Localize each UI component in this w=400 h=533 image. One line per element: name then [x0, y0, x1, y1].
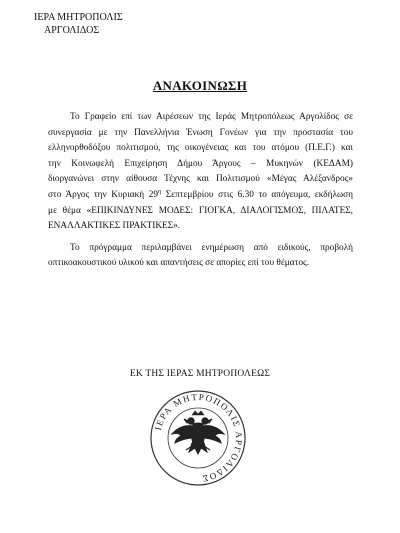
- paragraph-2-line-2: οπτικοακουστικού υλικού και απαντήσεις σε απορίες επί του θέματος.: [48, 258, 309, 269]
- document-title: ΑΝΑΚΟΙΝΩΣΗ: [152, 78, 248, 93]
- paragraph-1-line-6: [48, 188, 353, 204]
- paragraph-1-line-8: ΕΝΑΛΛΑΚΤΙΚΕΣ ΠΡΑΚΤΙΚΕΣ».: [48, 221, 181, 232]
- date-ordinal-suffix: η: [158, 188, 162, 195]
- letterhead-line-2: ΑΡΓΟΛΙΔΟΣ: [44, 25, 100, 36]
- signature-label: ΕΚ ΤΗΣ ΙΕΡΑΣ ΜΗΤΡΟΠΟΛΕΩΣ: [129, 369, 271, 379]
- paragraph-1-line-5: διοργανώνει στην αίθουσα Τέχνης και Πολιτισμού «Μέγας Αλέξανδρος»: [48, 174, 353, 185]
- document-body: [48, 110, 353, 272]
- double-headed-eagle-icon: [172, 411, 224, 454]
- paragraph-1-line-7: με θέμα «ΕΠΙΚΙΝΔΥΝΕΣ ΜΟΔΕΣ: ΓΙΟΓΚΑ, ΔΙΑΛΟΓΙΣΜΟΣ, ΠΙΛΑΤΕΣ,: [48, 205, 353, 216]
- paragraph-2-line-1: Το πρόγραμμα περιλαμβάνει ενημέρωση από ειδικούς, προβολή: [70, 242, 353, 253]
- paragraph-1-line-2: συνεργασία με την Πανελλήνια Ένωση Γονέων για την προστασία του: [48, 127, 353, 138]
- paragraph-1-line-1: Το Γραφείο επί των Αιρέσεων της Ιεράς Μητροπόλεως Αργολίδος σε: [70, 112, 353, 122]
- letterhead-line-1: ΙΕΡΑ ΜΗΤΡΟΠΟΛΙΣ: [34, 12, 123, 23]
- metropolis-seal-stamp: [148, 388, 248, 488]
- letterhead: [34, 11, 123, 37]
- date-text-start: στο Άργος την Κυριακή 29: [48, 189, 159, 200]
- date-text-end: Σεπτεμβρίου στις 6.30 το απόγευμα, εκδήλωση: [161, 189, 354, 200]
- seal-ring-text: ΙΕΡΑ ΜΗΤΡΟΠΟΛΙΣ ΑΡΓΟΛΙΔΟΣ: [152, 391, 245, 484]
- paragraph-1-line-4: την Κοινωφελή Επιχείρηση Δήμου Άργους – Μυκηνών (ΚΕΔΑΜ): [48, 158, 353, 169]
- paragraph-1-line-3: ελληνορθοδόξου πολιτισμού, της οικογένειας και του ατόμου (Π.Ε.Γ.) και: [48, 143, 353, 154]
